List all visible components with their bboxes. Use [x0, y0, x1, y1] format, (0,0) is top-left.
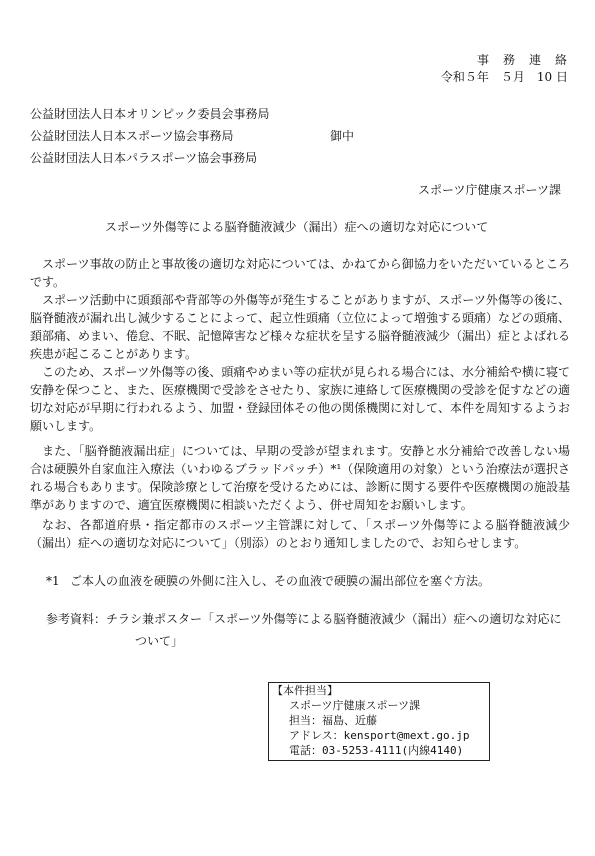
honorific: 御中 [330, 129, 355, 143]
contact-department: スポーツ庁健康スポーツ課 [289, 699, 421, 712]
contact-box [268, 682, 490, 761]
footnote-text: ご本人の血液を硬膜の外側に注入し、その血液で硬膜の漏出部位を塞ぐ方法。 [70, 574, 491, 588]
sender: スポーツ庁健康スポーツ課 [417, 183, 561, 197]
reference-line-2: ついて」 [135, 634, 184, 648]
issue-date: 令和５年 ５月 10 日 [440, 70, 568, 84]
contact-heading: 【本件担当】 [272, 684, 338, 697]
subject: スポーツ外傷等による脳脊髄液減少（漏出）症への適切な対応について [105, 220, 489, 234]
recipient-2: 公益財団法人日本スポーツ協会事務局 [30, 129, 234, 143]
contact-email: アドレス：kensport@mext.go.jp [289, 729, 470, 742]
paragraph-3: このため、スポーツ外傷等の後、頭痛やめまい等の症状が見られる場合には、水分補給や横に寝て安静を保つこと、また、医療機関で受診をさせたり、家族に連絡して医療機関の受診を促すなどの適切な対応が早期に行われるよう、加盟・登録団体その他の関係機関に対して、本件を周知するようお願いします。 [30, 365, 571, 433]
paragraph-2: スポーツ活動中に頭頚部や背部等の外傷等が発生することがありますが、スポーツ外傷等の後に、脳脊髄液が漏れ出し減少することによって、起立性頭痛（立位によって増強する頭痛）などの頭痛、頚部痛、めまい、倦怠、不眠、記憶障害など様々な症状を呈する脳脊髄液減少（漏出）症とよばれる疾患が起こることがあります。 [30, 293, 571, 361]
paragraph-4: また、「脳脊髄液漏出症」については、早期の受診が望まれます。安静と水分補給で改善しない場合は硬膜外自家血注入療法（いわゆるブラッドパッチ）*¹（保険適用の対象）という治療法が選択される場合もあります。保険診療として治療を受けるためには、診断に関する要件や医療機関の施設基準がありますので、適宜医療機関に相談いただくよう、併せ周知をお願いします。 [30, 444, 570, 512]
contact-persons: 担当：福島、近藤 [289, 714, 377, 727]
contact-phone: 電話：03-5253-4111(内線4140) [289, 744, 464, 757]
paragraph-1: スポーツ事故の防止と事故後の適切な対応については、かねてから御協力をいただいているところです。 [30, 257, 570, 289]
recipient-3: 公益財団法人日本パラスポーツ協会事務局 [30, 151, 258, 165]
reference-line-1: 参考資料：チラシ兼ポスター「スポーツ外傷等による脳脊髄液減少（漏出）症への適切な対応に [46, 612, 562, 626]
recipient-1: 公益財団法人日本オリンピック委員会事務局 [30, 107, 270, 121]
paragraph-5: なお、各都道府県・指定都市のスポーツ主管課に対して、「スポーツ外傷等による脳脊髄液減少（漏出）症への適切な対応について」（別添）のとおり通知しましたので、お知らせします。 [30, 518, 570, 550]
document-type: 事 務 連 絡 [476, 53, 568, 67]
footnote-mark: *1 [46, 574, 60, 588]
